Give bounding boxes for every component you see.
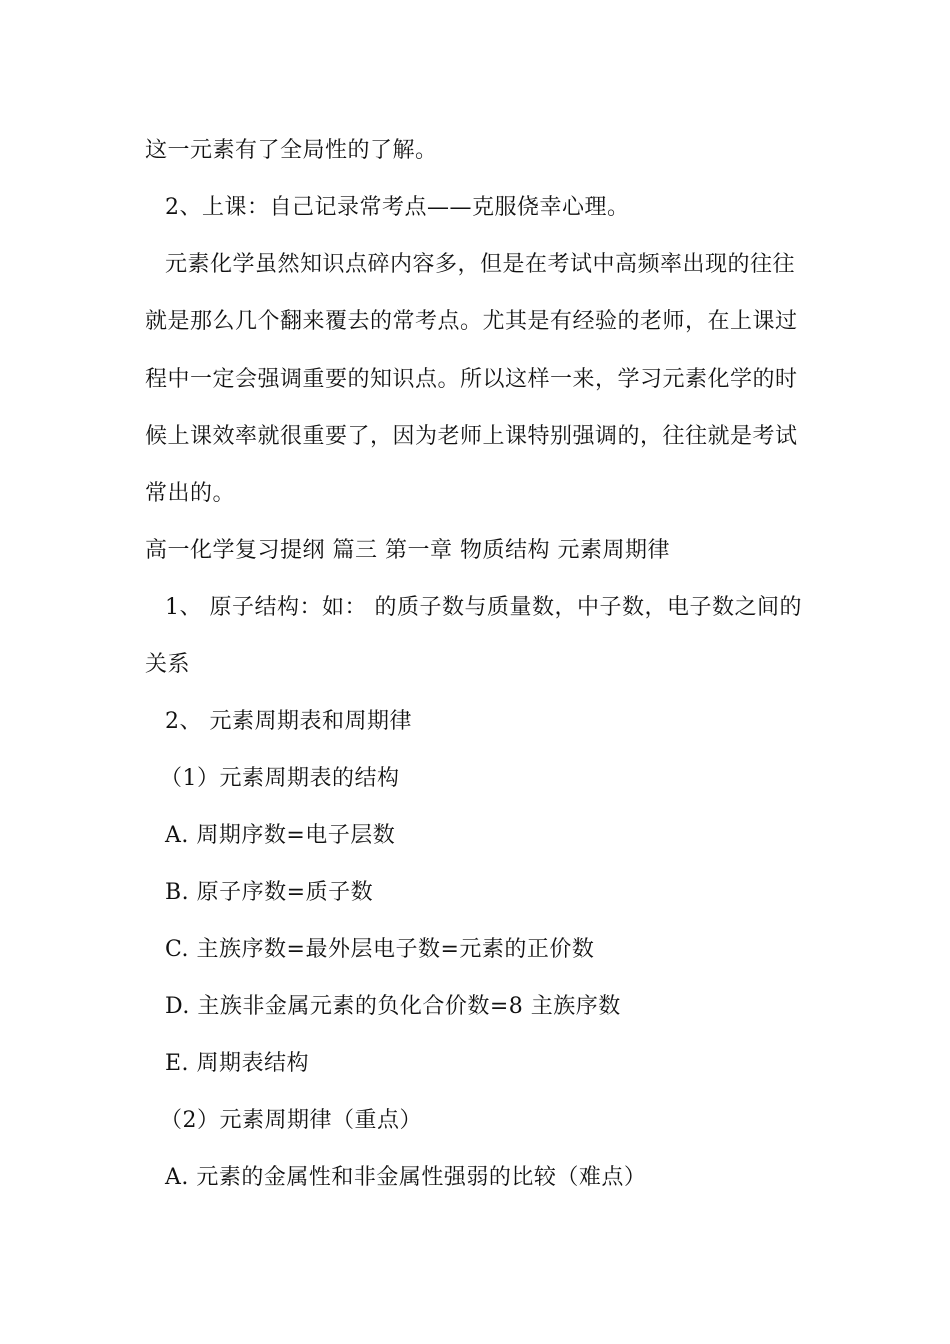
list-item-b: B. 原子序数=质子数 <box>165 880 374 905</box>
text-line-9: 1、 原子结构：如： 的质子数与质量数，中子数，电子数之间的 <box>165 595 802 620</box>
text-line-2: 2、上课：自己记录常考点——克服侥幸心理。 <box>165 195 630 220</box>
text-line-1: 这一元素有了全局性的了解。 <box>145 138 438 163</box>
list-item-d: D. 主族非金属元素的负化合价数=8 主族序数 <box>165 994 621 1019</box>
text-line-6: 候上课效率就很重要了，因为老师上课特别强调的，往往就是考试 <box>145 424 798 449</box>
text-line-7: 常出的。 <box>145 481 236 506</box>
text-line-12: （1）元素周期表的结构 <box>160 766 400 791</box>
text-line-4: 就是那么几个翻来覆去的常考点。尤其是有经验的老师，在上课过 <box>145 309 798 334</box>
section-heading: 高一化学复习提纲 篇三 第一章 物质结构 元素周期律 <box>145 538 670 563</box>
list-item-e: E. 周期表结构 <box>165 1051 310 1076</box>
list-item-a2: A. 元素的金属性和非金属性强弱的比较（难点） <box>165 1165 647 1190</box>
list-item-c: C. 主族序数=最外层电子数=元素的正价数 <box>165 937 595 962</box>
text-line-10: 关系 <box>145 652 191 677</box>
text-line-3: 元素化学虽然知识点碎内容多，但是在考试中高频率出现的往往 <box>165 252 796 277</box>
list-item-a: A. 周期序数=电子层数 <box>165 823 396 848</box>
text-line-5: 程中一定会强调重要的知识点。所以这样一来，学习元素化学的时 <box>145 367 798 392</box>
text-line-18: （2）元素周期律（重点） <box>160 1108 422 1133</box>
text-line-11: 2、 元素周期表和周期律 <box>165 709 412 734</box>
